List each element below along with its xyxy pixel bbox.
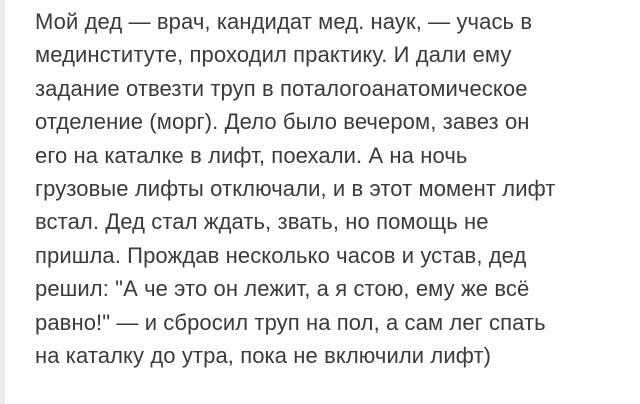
story-line: мединституте, проходил практику. И дали ему <box>35 42 512 68</box>
story-line: равно!" — и сбросил труп на пол, а сам лег спать <box>35 309 546 335</box>
left-edge-strip <box>0 0 5 404</box>
story-line: отделение (морг). Дело было вечером, завез он <box>35 109 530 135</box>
story-line: грузовые лифты отключали, и в этот момент лифт <box>35 176 556 202</box>
story-line: его на каталке в лифт, поехали. А на ночь <box>35 142 468 168</box>
story-line: на каталку до утра, пока не включили лифт) <box>35 343 492 369</box>
story-line: встал. Дед стал ждать, звать, но помощь не <box>35 209 489 235</box>
story-text <box>35 5 630 372</box>
story-line: Мой дед — врач, кандидат мед. наук, — учась в <box>35 9 533 34</box>
story-line: пришла. Прождав несколько часов и устав, дед <box>35 242 527 268</box>
story-line: задание отвезти труп в поталогоанатомическое <box>35 75 528 101</box>
story-line: решил: "А че это он лежит, а я стою, ему же всё <box>35 276 530 302</box>
